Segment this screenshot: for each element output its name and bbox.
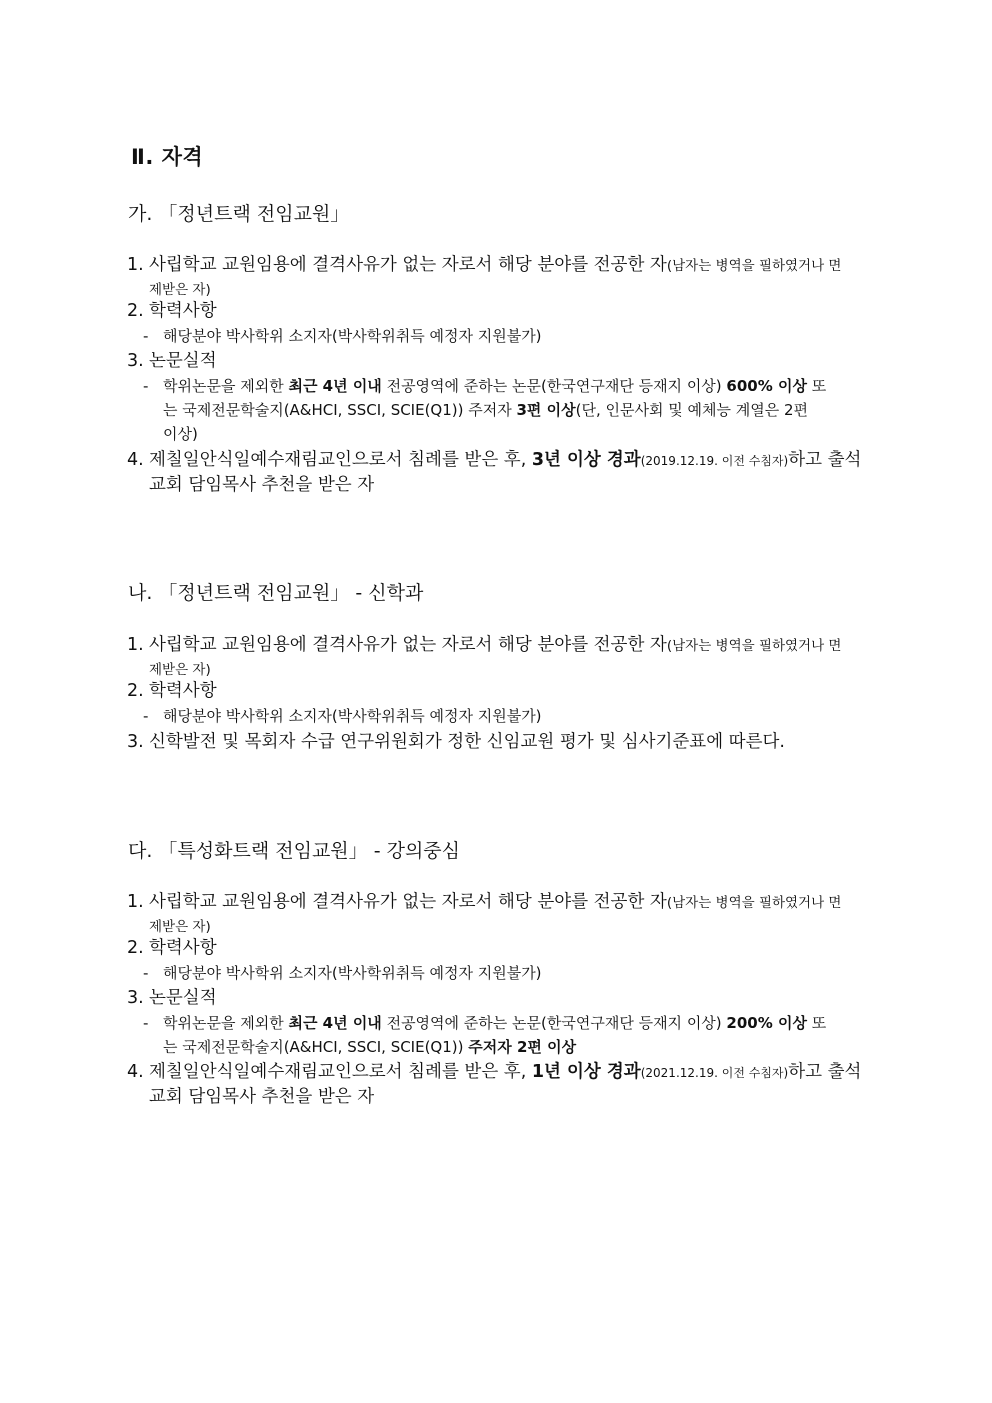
section-heading: Ⅱ. 자격 (131, 145, 204, 169)
da-item-4: 4. 제칠일안식일예수재림교인으로서 침례를 받은 후, 1년 이상 경과(2021.12.19. 이전 수침자)하고 출석 교회 담임목사 추천을 받은 자 (127, 1062, 862, 1107)
ga-item-2-detail: - 해당분야 박사학위 소지자(박사학위취득 예정자 지원불가) (143, 327, 542, 345)
ga-item-1: 1. 사립학교 교원임용에 결격사유가 없는 자로서 해당 분야를 전공한 자(남자는 병역을 필하였거나 면 제받은 자) (127, 255, 842, 298)
da-item-3-detail: - 학위논문을 제외한 최근 4년 이내 전공영역에 준하는 논문(한국연구재단 등재지 이상) 200% 이상 또 는 국제전문학술지(A&HCI, SSCI, SCIE(Q1)) 주저자 2편 이상 (143, 1014, 827, 1056)
na-item-3: 3. 신학발전 및 목회자 수급 연구위원회가 정한 신임교원 평가 및 심사기준표에 따른다. (127, 732, 785, 752)
subsection-title-na: 나. 「정년트랙 전임교원」 - 신학과 (128, 582, 424, 604)
ga-item-4: 4. 제칠일안식일예수재림교인으로서 침례를 받은 후, 3년 이상 경과(2019.12.19. 이전 수침자)하고 출석 교회 담임목사 추천을 받은 자 (127, 450, 862, 495)
da-item-2-detail: - 해당분야 박사학위 소지자(박사학위취득 예정자 지원불가) (143, 964, 542, 982)
subsection-title-ga: 가. 「정년트랙 전임교원」 (128, 203, 350, 225)
ga-item-3-detail: - 학위논문을 제외한 최근 4년 이내 전공영역에 준하는 논문(한국연구재단 등재지 이상) 600% 이상 또 는 국제전문학술지(A&HCI, SSCI, SCIE(Q1)) 주저자 3편 이상(단, 인문사회 및 예체능 계열은 2편 이상) (143, 377, 827, 443)
da-item-2: 2. 학력사항 (127, 938, 217, 958)
na-item-2-detail: - 해당분야 박사학위 소지자(박사학위취득 예정자 지원불가) (143, 707, 542, 725)
na-item-2: 2. 학력사항 (127, 681, 217, 701)
da-item-1: 1. 사립학교 교원임용에 결격사유가 없는 자로서 해당 분야를 전공한 자(남자는 병역을 필하였거나 면 제받은 자) (127, 892, 842, 935)
na-item-1: 1. 사립학교 교원임용에 결격사유가 없는 자로서 해당 분야를 전공한 자(남자는 병역을 필하였거나 면 제받은 자) (127, 635, 842, 678)
ga-item-3: 3. 논문실적 (127, 351, 217, 371)
subsection-title-da: 다. 「특성화트랙 전임교원」 - 강의중심 (128, 840, 461, 862)
da-item-3: 3. 논문실적 (127, 988, 217, 1008)
ga-item-2: 2. 학력사항 (127, 301, 217, 321)
